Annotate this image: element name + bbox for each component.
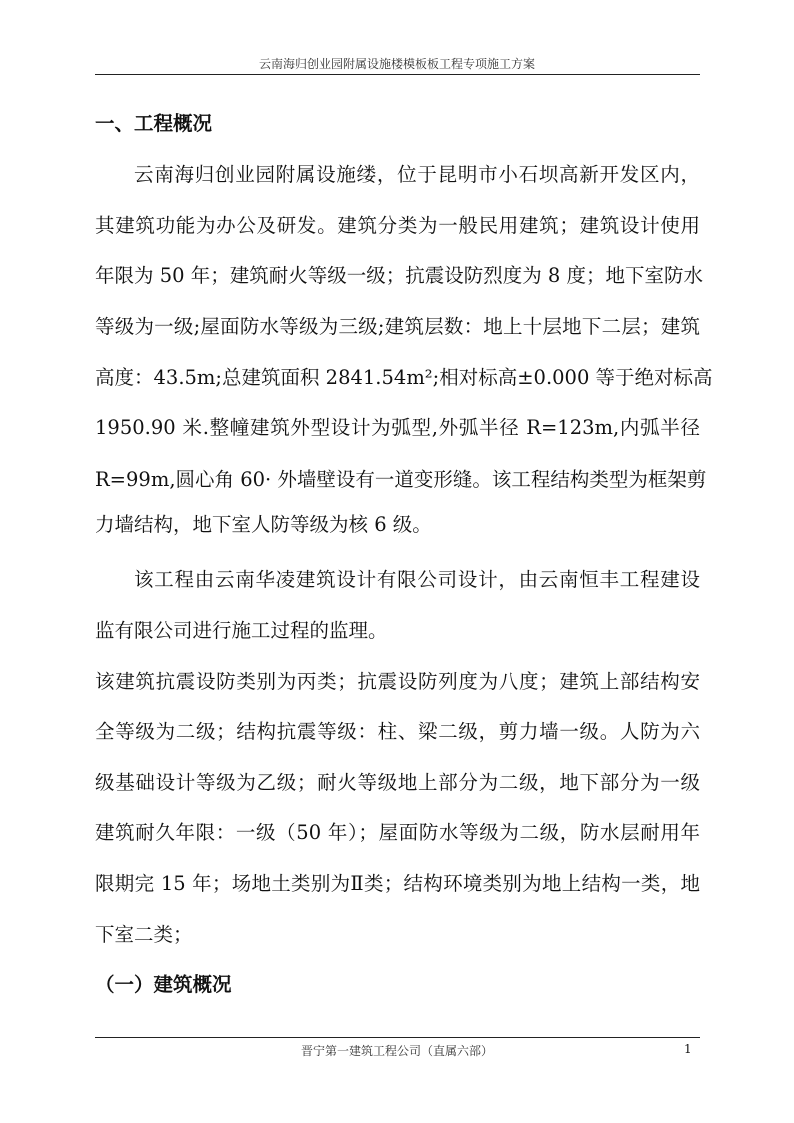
text-line: 下室二类； xyxy=(95,923,193,946)
text-line: 1950.90 米.整幢建筑外型设计为弧型,外弧半径 R=123m,内弧半径 xyxy=(95,416,700,439)
text-line: 监有限公司进行施工过程的监理。 xyxy=(95,619,388,642)
text-line: 云南海归创业园附属设施缕，位于昆明市小石坝高新开发区内， xyxy=(134,163,700,186)
footer-company: 晋宁第一建筑工程公司（直属六部） xyxy=(300,1044,493,1058)
text-line: 级基础设计等级为乙级；耐火等级地上部分为二级，地下部分为一级 xyxy=(95,771,700,794)
text-line: 年限为 50 年；建筑耐火等级一级；抗震设防烈度为 8 度；地下室防水 xyxy=(95,264,704,287)
text-line: 力墙结构，地下室人防等级为核 6 级。 xyxy=(95,513,432,536)
page-number: 1 xyxy=(684,1042,692,1056)
text-line: R=99m,圆心角 60· 外墙壁设有一道变形缝。该工程结构类型为框架剪 xyxy=(95,468,707,491)
page-header-title: 云南海归创业园附属设施楼模板板工程专项施工方案 xyxy=(258,57,535,71)
text-line: 该工程由云南华凌建筑设计有限公司设计，由云南恒丰工程建设 xyxy=(134,568,700,591)
text-line: 全等级为二级；结构抗震等级：柱、梁二级，剪力墙一级。人防为六 xyxy=(95,720,700,743)
section-heading: 一、工程概况 xyxy=(95,112,213,135)
text-line: 其建筑功能为办公及研发。建筑分类为一般民用建筑；建筑设计使用 xyxy=(95,214,700,237)
subsection-heading: （一）建筑概况 xyxy=(95,973,232,996)
text-line: 限期完 15 年；场地土类别为Ⅱ类；结构环境类别为地上结构一类，地 xyxy=(95,872,700,895)
text-line: 该建筑抗震设防类别为丙类；抗震设防列度为八度；建筑上部结构安 xyxy=(95,670,700,693)
text-line: 高度：43.5m;总建筑面积 2841.54m²;相对标高±0.000 等于绝对标高 xyxy=(95,366,713,389)
footer-rule xyxy=(95,1037,700,1038)
text-line: 等级为一级;屋面防水等级为三级;建筑层数：地上十层地下二层；建筑 xyxy=(95,315,700,338)
text-line: 建筑耐久年限：一级（50 年）；屋面防水等级为二级，防水层耐用年 xyxy=(95,821,700,844)
header-rule xyxy=(95,74,700,75)
